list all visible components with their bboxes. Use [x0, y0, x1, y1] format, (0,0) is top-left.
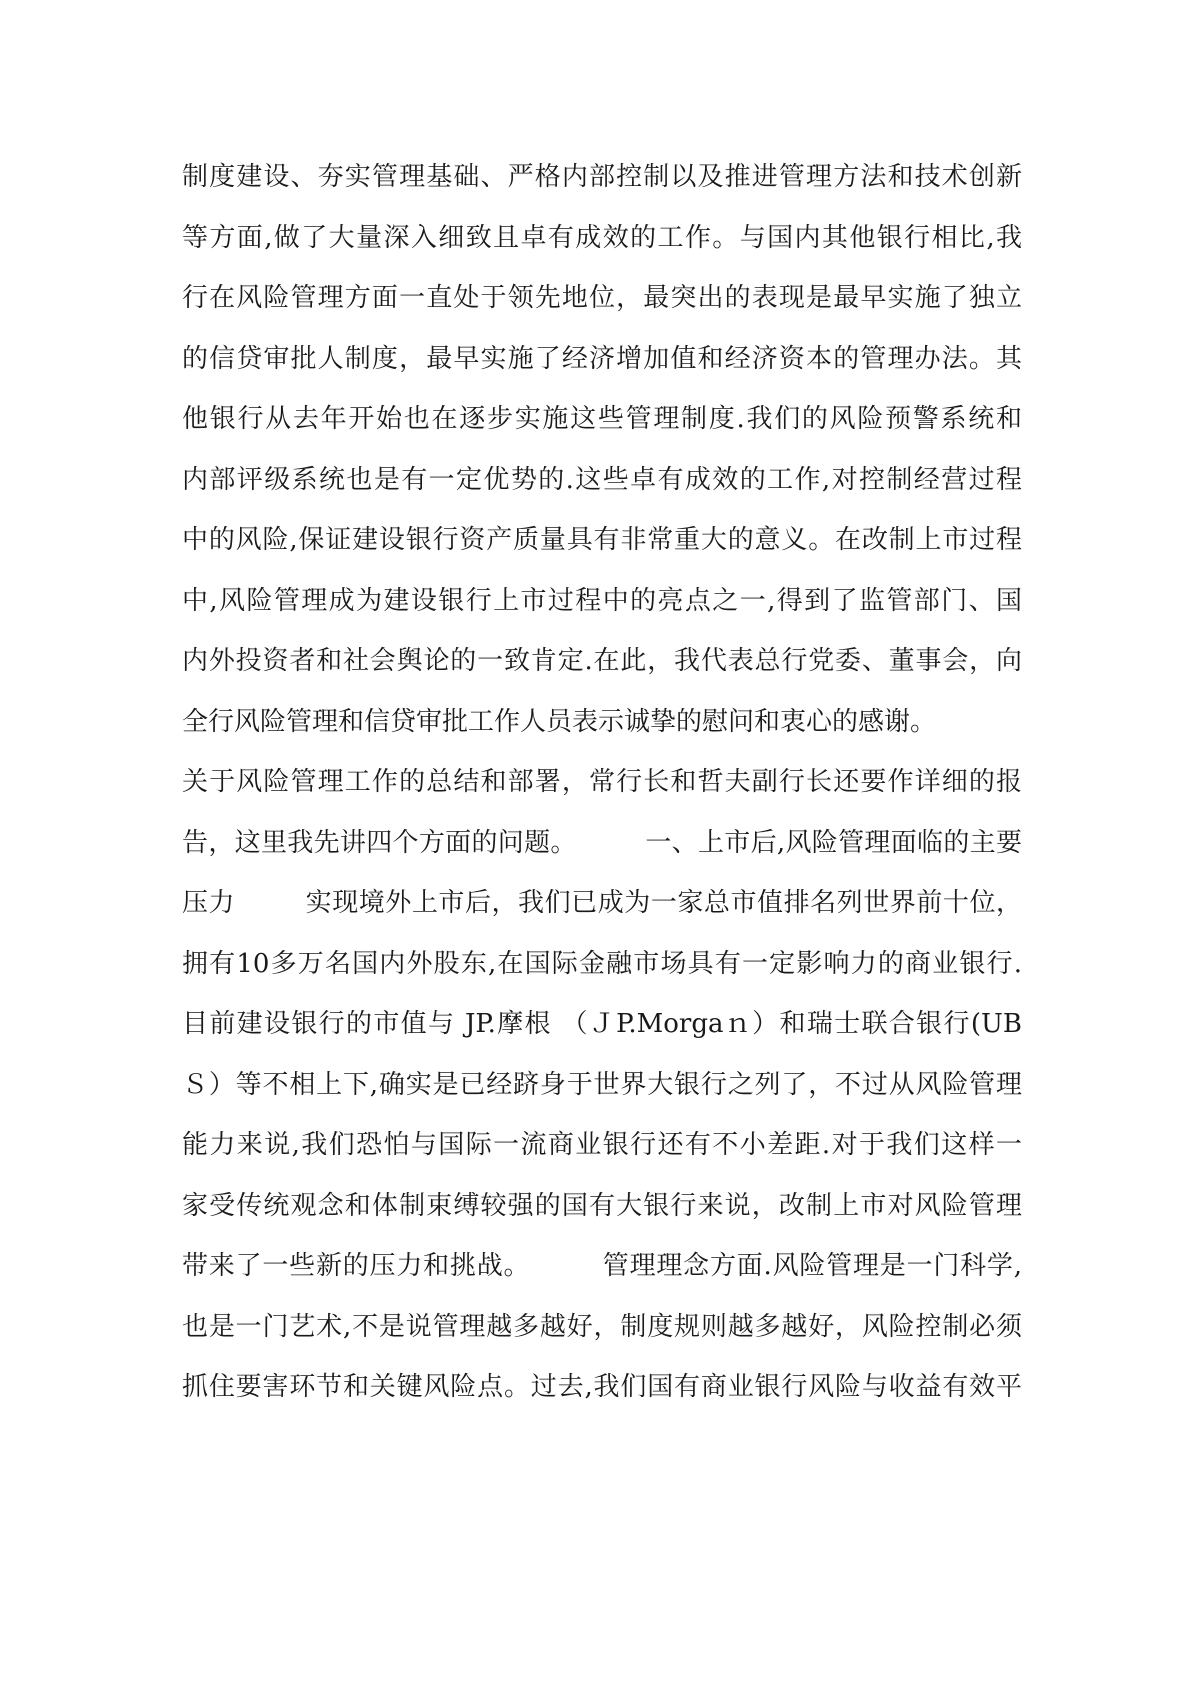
text-line: 压力 实现境外上市后，我们已成为一家总市值排名列世界前十位， — [182, 888, 1022, 918]
text-line: 内部评级系统也是有一定优势的.这些卓有成效的工作,对控制经营过程 — [182, 464, 1022, 495]
body-text — [182, 158, 1022, 1429]
text-line: 全行风险管理和信贷审批工作人员表示诚挚的慰问和衷心的感谢。 — [182, 706, 937, 737]
text-line: 等方面,做了大量深入细致且卓有成效的工作。与国内其他银行相比,我 — [182, 222, 1022, 253]
text-line: 能力来说,我们恐怕与国际一流商业银行还有不小差距.对于我们这样一 — [182, 1130, 1022, 1160]
text-line: 抓住要害环节和关键风险点。过去,我们国有商业银行风险与收益有效平 — [182, 1372, 1022, 1402]
text-line: 带来了一些新的压力和挑战。 管理理念方面.风险管理是一门科学, — [182, 1251, 1022, 1281]
text-line: 关于风险管理工作的总结和部署，常行长和哲夫副行长还要作详细的报 — [182, 767, 1022, 797]
text-line: 也是一门艺术,不是说管理越多越好，制度规则越多越好，风险控制必须 — [182, 1311, 1022, 1342]
text-line: 中,风险管理成为建设银行上市过程中的亮点之一,得到了监管部门、国 — [182, 585, 1022, 616]
text-line: 拥有10多万名国内外股东,在国际金融市场具有一定影响力的商业银行. — [182, 948, 1022, 979]
text-line: 家受传统观念和体制束缚较强的国有大银行来说，改制上市对风险管理 — [182, 1190, 1022, 1221]
text-line: 的信贷审批人制度，最早实施了经济增加值和经济资本的管理办法。其 — [182, 343, 1022, 374]
text-line: Ｓ）等不相上下,确实是已经跻身于世界大银行之列了，不过从风险管理 — [182, 1069, 1022, 1100]
text-line: 告，这里我先讲四个方面的问题。 一、上市后,风险管理面临的主要 — [182, 827, 1022, 858]
text-line: 制度建设、夯实管理基础、严格内部控制以及推进管理方法和技术创新 — [182, 162, 1022, 192]
text-line: 内外投资者和社会舆论的一致肯定.在此，我代表总行党委、董事会，向 — [182, 646, 1022, 676]
text-line: 行在风险管理方面一直处于领先地位，最突出的表现是最早实施了独立 — [182, 283, 1022, 313]
text-line: 中的风险,保证建设银行资产质量具有非常重大的意义。在改制上市过程 — [182, 525, 1022, 555]
text-line: 目前建设银行的市值与 JP.摩根 （ＪP.Morgaｎ）和瑞士联合银行(UB — [182, 1009, 1022, 1039]
text-line: 他银行从去年开始也在逐步实施这些管理制度.我们的风险预警系统和 — [182, 404, 1022, 434]
